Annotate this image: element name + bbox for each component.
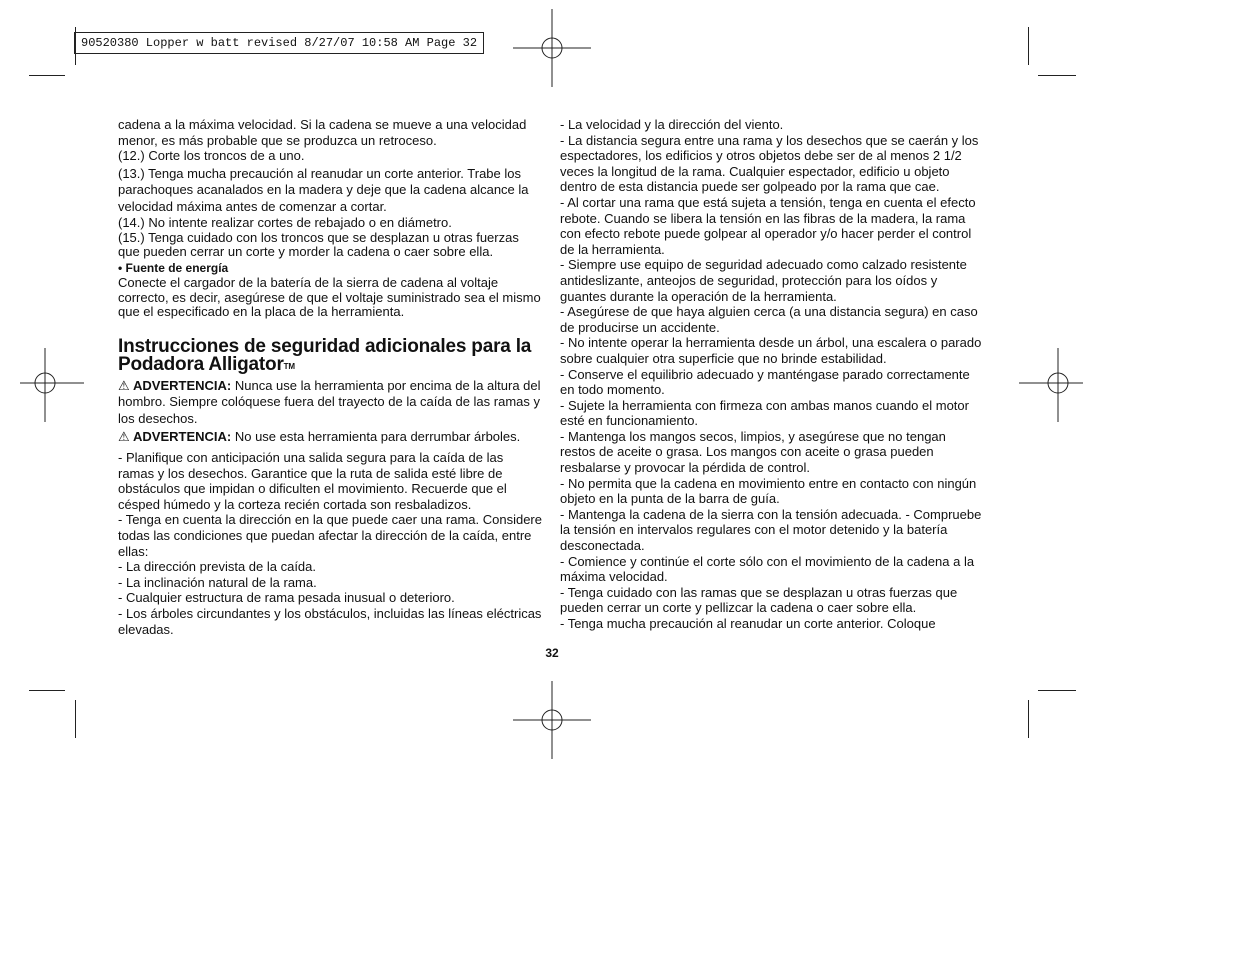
paragraph: - Mantenga la cadena de la sierra con la tensión adecuada. - Compruebe la tensión en intervalos regulares con el motor detenido y la batería desconectada. (560, 506, 982, 554)
warning-icon: ⚠ (118, 377, 130, 393)
crop-mark (29, 690, 65, 691)
paragraph: - Asegúrese de que haya alguien cerca (a una distancia segura) en caso de producirse un accidente. (560, 304, 978, 335)
crop-mark (1038, 75, 1076, 76)
paragraph: - Conserve el equilibrio adecuado y manténgase parado correctamente en todo momento. (560, 366, 970, 398)
paragraph: (15.) Tenga cuidado con los troncos que se desplazan u otras fuerzas que pueden cerrar un corte y morder la cadena o caer sobre ella. (118, 229, 519, 259)
crop-mark (75, 27, 76, 65)
left-column (118, 117, 542, 637)
section-title-text: Instrucciones de seguridad adicionales para la Podadora Alligator (118, 335, 532, 375)
paragraph: - Siempre use equipo de seguridad adecuado como calzado resistente antideslizante, anteojos de seguridad, protección para los oídos y guantes durante la operación de la herramienta. (560, 257, 967, 304)
paragraph: - No permita que la cadena en movimiento entre en contacto con ningún objeto en la punta de la barra de guía. (560, 475, 977, 507)
paragraph: - Tenga en cuenta la dirección en la que puede caer una rama. Considere todas las condiciones que puedan afectar la dirección de la caída, entre ellas: (118, 512, 542, 559)
warning-text: Nunca use la herramienta por encima de la altura del hombro. Siempre colóquese fuera del trayecto de la caída de las ramas y los desechos. (118, 377, 541, 426)
power-source-heading: • Fuente de energía (118, 260, 229, 275)
paragraph: - La distancia segura entre una rama y los desechos que se caerán y los espectadores, los edificios y otros objetos debe ser de al menos 2 1/2 veces la longitud de la rama. Cualquier espectador, edificio u objeto dentro de esta distancia puede ser golpeado por la rama que cae. (560, 132, 979, 195)
warning-label: ADVERTENCIA: (133, 429, 232, 445)
registration-mark-top (513, 9, 591, 87)
paragraph: - Sujete la herramienta con firmeza con ambas manos cuando el motor esté en funcionamiento. (560, 397, 969, 429)
crop-mark (1038, 690, 1076, 691)
crop-mark (29, 75, 65, 76)
warning-icon: ⚠ (118, 429, 130, 445)
paragraph: (14.) No intente realizar cortes de rebajado o en diámetro. (118, 215, 452, 231)
warning-paragraph (118, 429, 542, 446)
registration-mark-bottom (513, 681, 591, 759)
warning-label: ADVERTENCIA: (133, 377, 232, 393)
paragraph: (12.) Corte los troncos de a uno. (118, 148, 305, 164)
paragraph: - Al cortar una rama que está sujeta a tensión, tenga en cuenta el efecto rebote. Cuando se libera la tensión en las fibras de la madera, la rama con efecto rebote puede golpear al operador y/o hacer perder el control de la herramienta. (560, 194, 976, 257)
crop-mark (1028, 27, 1029, 65)
paragraph: - Cualquier estructura de rama pesada inusual o deterioro. (118, 590, 455, 606)
right-column (560, 117, 984, 632)
paragraph: - Comience y continúe el corte sólo con el movimiento de la cadena a la máxima velocidad. (560, 553, 975, 585)
paragraph: - Tenga cuidado con las ramas que se desplazan u otras fuerzas que pueden cerrar un corte y pellizcar la cadena o caer sobre ella. (560, 584, 958, 616)
crop-mark (1028, 700, 1029, 738)
paragraph: - Tenga mucha precaución al reanudar un corte anterior. Coloque (560, 616, 936, 631)
crop-mark (75, 700, 76, 738)
registration-mark-left (6, 344, 84, 422)
page-number: 32 (545, 646, 559, 660)
warning-text: No use esta herramienta para derrumbar árboles. (231, 429, 521, 445)
paragraph: - La dirección prevista de la caída. (118, 559, 316, 575)
paragraph: cadena a la máxima velocidad. Si la cadena se mueve a una velocidad menor, es más probable que se produzca un retroceso. (118, 117, 527, 148)
section-title (118, 335, 542, 376)
paragraph: - Planifique con anticipación una salida segura para la caída de las ramas y los desechos. Garantice que la ruta de salida esté libre de obstáculos que impidan o dificulten el movimiento. Recuerde que el césped húmedo y la corteza recién cortada son resbaladizos. (118, 449, 507, 512)
paragraph: - La inclinación natural de la rama. (118, 574, 317, 590)
paragraph: - Los árboles circundantes y los obstáculos, incluidas las líneas eléctricas elevadas. (118, 605, 542, 637)
paragraph: - No intente operar la herramienta desde un árbol, una escalera o parado sobre cualquier otra superficie que no brinde estabilidad. (560, 335, 982, 366)
paragraph: (13.) Tenga mucha precaución al reanudar un corte anterior. Trabe los parachoques acanalados en la madera y deje que la cadena alcance la velocidad máxima antes de comenzar a cortar. (118, 165, 529, 214)
paragraph: Conecte el cargador de la batería de la sierra de cadena al voltaje correcto, es decir, asegúrese de que el voltaje suministrado sea el mismo que el especificado en la placa de la herramienta. (118, 275, 541, 320)
warning-paragraph (118, 378, 542, 428)
trademark-mark: TM (283, 361, 295, 371)
print-slug: 90520380 Lopper w batt revised 8/27/07 10:58 AM Page 32 (74, 32, 484, 54)
registration-mark-right (1019, 344, 1097, 422)
paragraph: - La velocidad y la dirección del viento. (560, 117, 784, 132)
paragraph: - Mantenga los mangos secos, limpios, y asegúrese que no tengan restos de aceite o grasa. Los mangos con aceite o grasa pueden resbalarse y provocar la pérdida de control. (560, 428, 946, 476)
